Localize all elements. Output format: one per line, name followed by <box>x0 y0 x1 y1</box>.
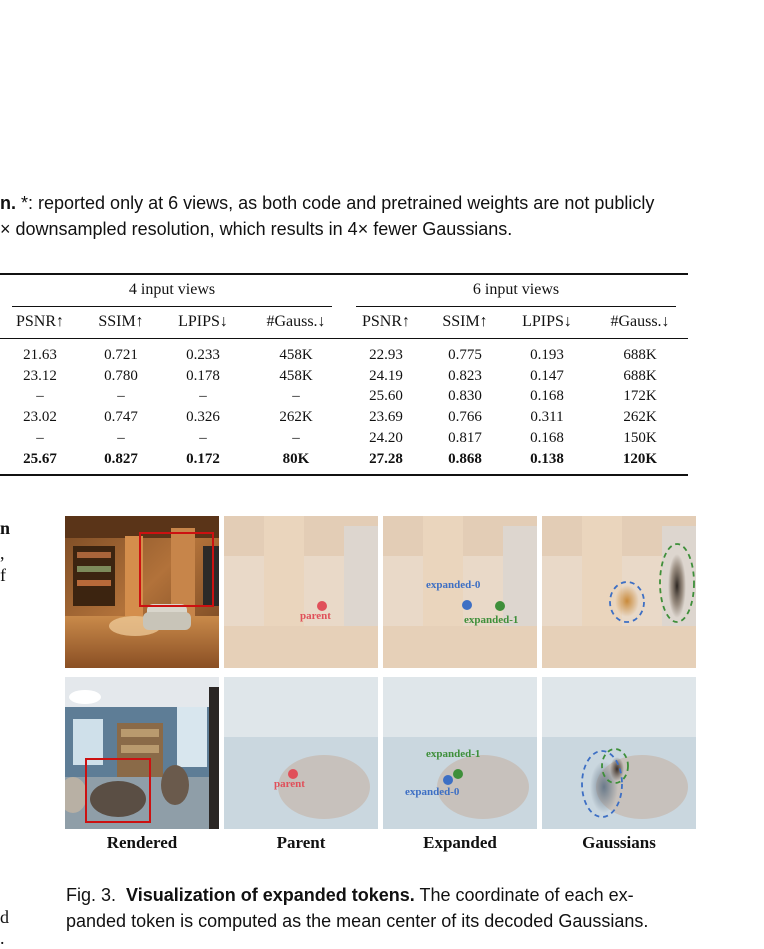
table-cell: 0.775 <box>448 347 482 363</box>
column-header: LPIPS↓ <box>522 313 572 330</box>
table-cell: 262K <box>623 409 657 425</box>
left-column-fragment: n <box>0 518 11 538</box>
table-cell: 0.747 <box>104 409 138 425</box>
rendered-image-row2 <box>65 677 219 829</box>
column-header: LPIPS↓ <box>178 313 228 330</box>
table-cell: 24.19 <box>369 368 403 384</box>
left-column-fragment: f <box>0 565 6 585</box>
table-cell: 0.193 <box>530 347 564 363</box>
expanded-0-label: expanded-0 <box>405 786 460 798</box>
table-cell: – <box>36 430 44 446</box>
expanded-image-row1 <box>383 516 537 668</box>
table-header-rule <box>0 338 688 339</box>
table-cell: 0.233 <box>186 347 220 363</box>
table-caption-line1: *: reported only at 6 views, as both code and pretrained weights are not publicly <box>16 193 655 213</box>
table-caption <box>0 190 720 242</box>
group-title-6-views: 6 input views <box>472 281 560 298</box>
parent-image-row2 <box>224 677 378 829</box>
table-cell: 25.67 <box>23 451 57 467</box>
gaussians-image-row2 <box>542 677 696 829</box>
table-cell: 0.780 <box>104 368 138 384</box>
table-cell: 25.60 <box>369 388 403 404</box>
figure-caption-line1: The coordinate of each ex- <box>414 885 634 905</box>
expanded-0-dot <box>462 600 472 610</box>
table-cell: 21.63 <box>23 347 57 363</box>
figure-expanded-tokens <box>65 516 696 856</box>
expanded-image-row1-graphic <box>383 516 537 668</box>
table-cell: 458K <box>279 368 313 384</box>
table-cell: 688K <box>623 368 657 384</box>
expanded-1-dot <box>495 601 505 611</box>
parent-image-row1 <box>224 516 378 668</box>
table-cell: – <box>117 430 125 446</box>
gaussians-image-row1 <box>542 516 696 668</box>
figure-caption-prefix: Fig. 3. <box>66 885 117 905</box>
table-cell: – <box>36 388 44 404</box>
expanded-0-label: expanded-0 <box>426 579 481 591</box>
gaussians-image-row1-graphic <box>542 516 696 668</box>
parent-image-row1-graphic <box>224 516 378 668</box>
column-header: PSNR↑ <box>361 313 411 330</box>
table-cell: 22.93 <box>369 347 403 363</box>
table-bottom-rule <box>0 474 688 476</box>
expanded-image-row2 <box>383 677 537 829</box>
table-cell: 0.326 <box>186 409 220 425</box>
column-label-parent: Parent <box>276 833 326 852</box>
figure-caption-title: Visualization of expanded tokens. <box>126 885 415 905</box>
table-cell: 0.823 <box>448 368 482 384</box>
column-header: PSNR↑ <box>15 313 65 330</box>
rendered-image-row2-graphic <box>65 677 219 829</box>
table-caption-line2: × downsampled resolution, which results in 4× fewer Gaussians. <box>0 219 513 239</box>
left-column-fragment: . <box>0 928 5 948</box>
table-cell: 23.02 <box>23 409 57 425</box>
table-cell: – <box>292 388 300 404</box>
table-cell: 458K <box>279 347 313 363</box>
table-cell: 172K <box>623 388 657 404</box>
table-cell: 120K <box>622 451 658 467</box>
table-cell: 0.868 <box>448 451 482 467</box>
table-cell: 0.178 <box>186 368 220 384</box>
left-column-fragment: , <box>0 543 5 563</box>
left-column-fragment: d <box>0 907 9 927</box>
column-header: SSIM↑ <box>98 313 144 330</box>
expanded-1-dot <box>453 769 463 779</box>
table-cell: 150K <box>623 430 657 446</box>
table-cell: 23.69 <box>369 409 403 425</box>
table-cell: – <box>117 388 125 404</box>
table-cell: – <box>292 430 300 446</box>
table-cell: 0.168 <box>530 430 564 446</box>
figure-caption <box>66 882 706 934</box>
group-rule-4-views <box>12 306 332 307</box>
rendered-image-row1-graphic <box>65 516 219 668</box>
table-cell: 0.817 <box>448 430 482 446</box>
table-cell: 0.168 <box>530 388 564 404</box>
table-cell: 80K <box>282 451 310 467</box>
table-caption-bold: n. <box>0 193 16 213</box>
column-header: #Gauss.↓ <box>610 313 670 330</box>
expanded-1-label: expanded-1 <box>426 748 481 760</box>
table-cell: 0.827 <box>104 451 138 467</box>
column-label-rendered: Rendered <box>106 833 178 852</box>
column-header: SSIM↑ <box>442 313 488 330</box>
table-cell: – <box>199 388 207 404</box>
gaussians-image-row2-graphic <box>542 677 696 829</box>
column-label-gaussians: Gaussians <box>582 833 656 852</box>
parent-token-label: parent <box>274 778 305 790</box>
expanded-0-dot <box>443 775 453 785</box>
table-cell: 0.147 <box>530 368 564 384</box>
figure-caption-line2: panded token is computed as the mean center of its decoded Gaussians. <box>66 911 649 931</box>
table-cell: 0.721 <box>104 347 138 363</box>
table-top-rule <box>0 273 688 275</box>
group-rule-6-views <box>356 306 676 307</box>
table-cell: 0.766 <box>448 409 482 425</box>
table-cell: 262K <box>279 409 313 425</box>
table-cell: 27.28 <box>369 451 403 467</box>
table-cell: 0.830 <box>448 388 482 404</box>
table-cell: 24.20 <box>369 430 403 446</box>
group-title-4-views: 4 input views <box>128 281 216 298</box>
expanded-1-label: expanded-1 <box>464 614 519 626</box>
parent-image-row2-graphic <box>224 677 378 829</box>
column-header: #Gauss.↓ <box>266 313 326 330</box>
rendered-image-row1 <box>65 516 219 668</box>
table-cell: – <box>199 430 207 446</box>
table-cell: 688K <box>623 347 657 363</box>
table-cell: 0.138 <box>530 451 564 467</box>
table-cell: 0.172 <box>186 451 220 467</box>
parent-token-label: parent <box>300 610 331 622</box>
column-label-expanded: Expanded <box>423 833 497 852</box>
table-cell: 23.12 <box>23 368 57 384</box>
table-cell: 0.311 <box>530 409 564 425</box>
